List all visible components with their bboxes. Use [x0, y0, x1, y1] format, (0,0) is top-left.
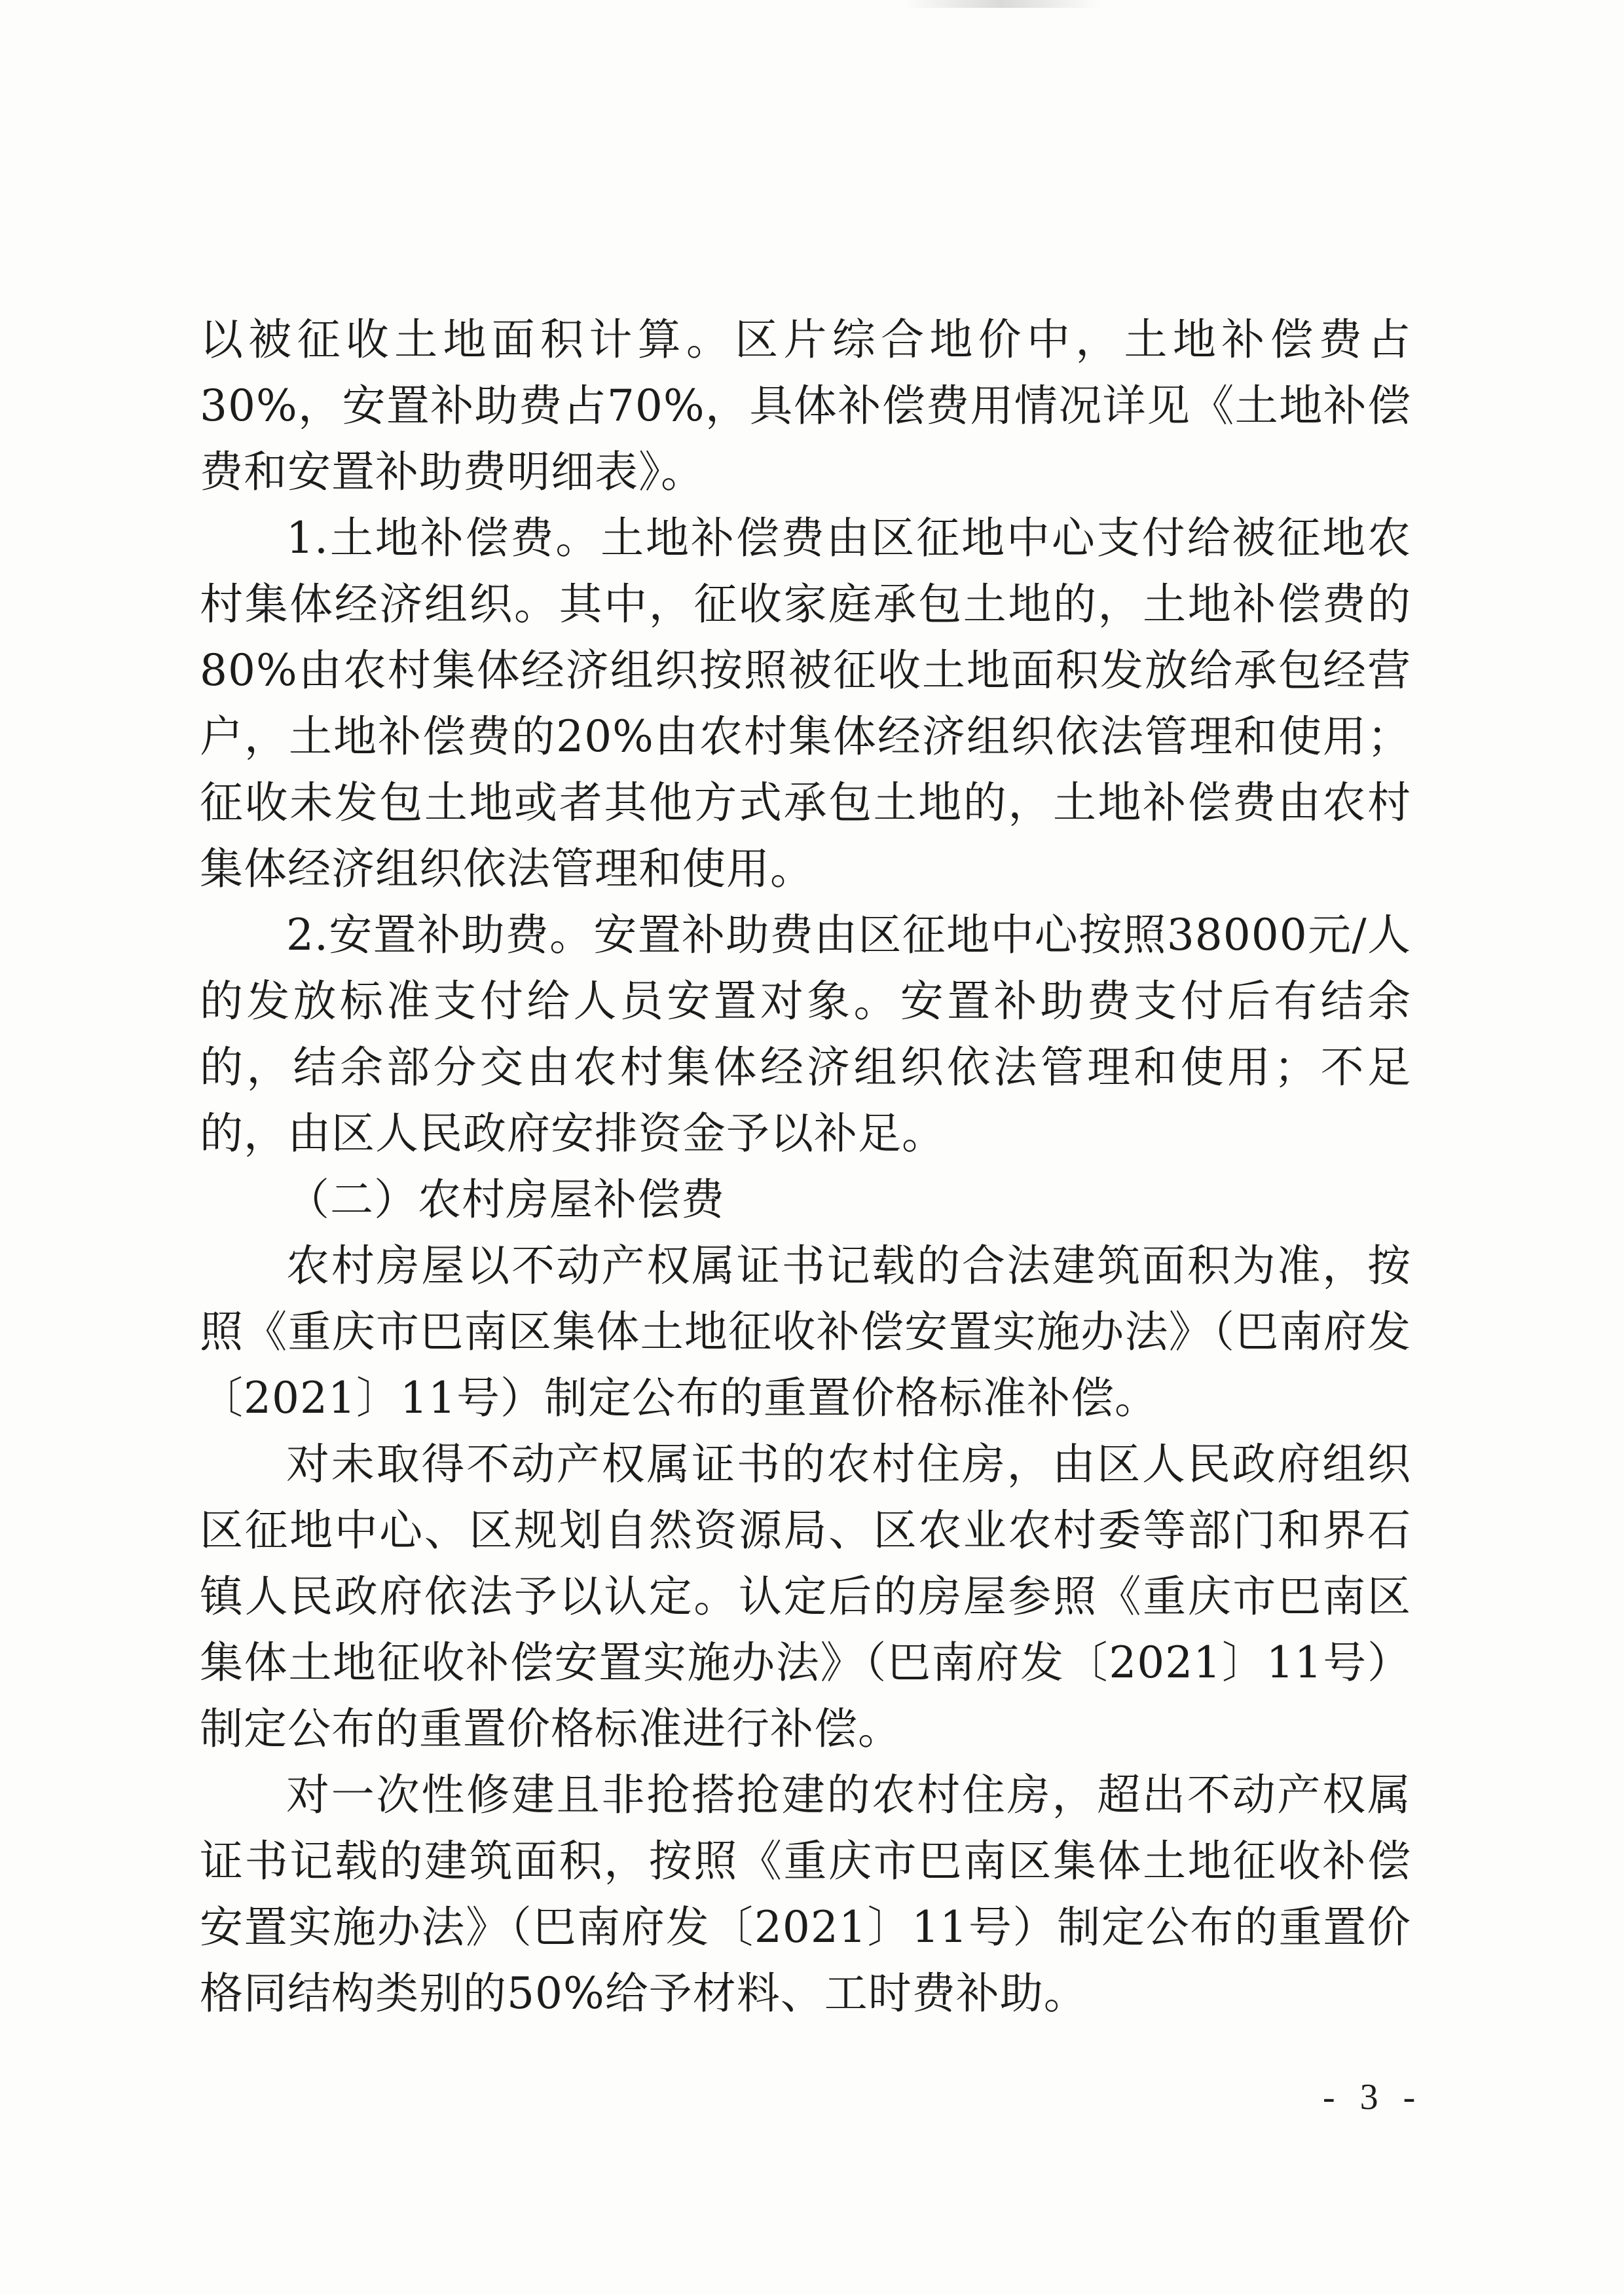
- paragraph-house-compensation: 农村房屋以不动产权属证书记载的合法建筑面积为准，按照《重庆市巴南区集体土地征收补偿安置实施办法》（巴南府发〔2021〕11号）制定公布的重置价格标准补偿。: [200, 1241, 1411, 1423]
- page-number: - 3 -: [1323, 2077, 1424, 2118]
- section-heading: （二）农村房屋补偿费: [286, 1174, 725, 1225]
- document-body: [200, 307, 1411, 2026]
- paragraph-resettlement-subsidy: 2.安置补助费。安置补助费由区征地中心按照38000元/人的发放标准支付给人员安置对象。安置补助费支付后有结余的，结余部分交由农村集体经济组织依法管理和使用；不足的，由区人民政府安排资金予以补足。: [200, 910, 1411, 1159]
- scan-edge-mark: [904, 0, 1100, 8]
- paragraph-continuation: 以被征收土地面积计算。区片综合地价中，土地补偿费占30%，安置补助费占70%，具体补偿费用情况详见《土地补偿费和安置补助费明细表》。: [200, 314, 1411, 497]
- paragraph-uncertified-housing: 对未取得不动产权属证书的农村住房，由区人民政府组织区征地中心、区规划自然资源局、区农业农村委等部门和界石镇人民政府依法予以认定。认定后的房屋参照《重庆市巴南区集体土地征收补偿安置实施办法》（巴南府发〔2021〕11号）制定公布的重置价格标准进行补偿。: [200, 1439, 1411, 1754]
- paragraph-land-compensation: 1.土地补偿费。土地补偿费由区征地中心支付给被征地农村集体经济组织。其中，征收家庭承包土地的，土地补偿费的80%由农村集体经济组织按照被征收土地面积发放给承包经营户，土地补偿费的20%由农村集体经济组织依法管理和使用；征收未发包土地或者其他方式承包土地的，土地补偿费由农村集体经济组织依法管理和使用。: [200, 513, 1411, 894]
- paragraph-excess-area: 对一次性修建且非抢搭抢建的农村住房，超出不动产权属证书记载的建筑面积，按照《重庆市巴南区集体土地征收补偿安置实施办法》（巴南府发〔2021〕11号）制定公布的重置价格同结构类别的50%给予材料、工时费补助。: [200, 1770, 1411, 2019]
